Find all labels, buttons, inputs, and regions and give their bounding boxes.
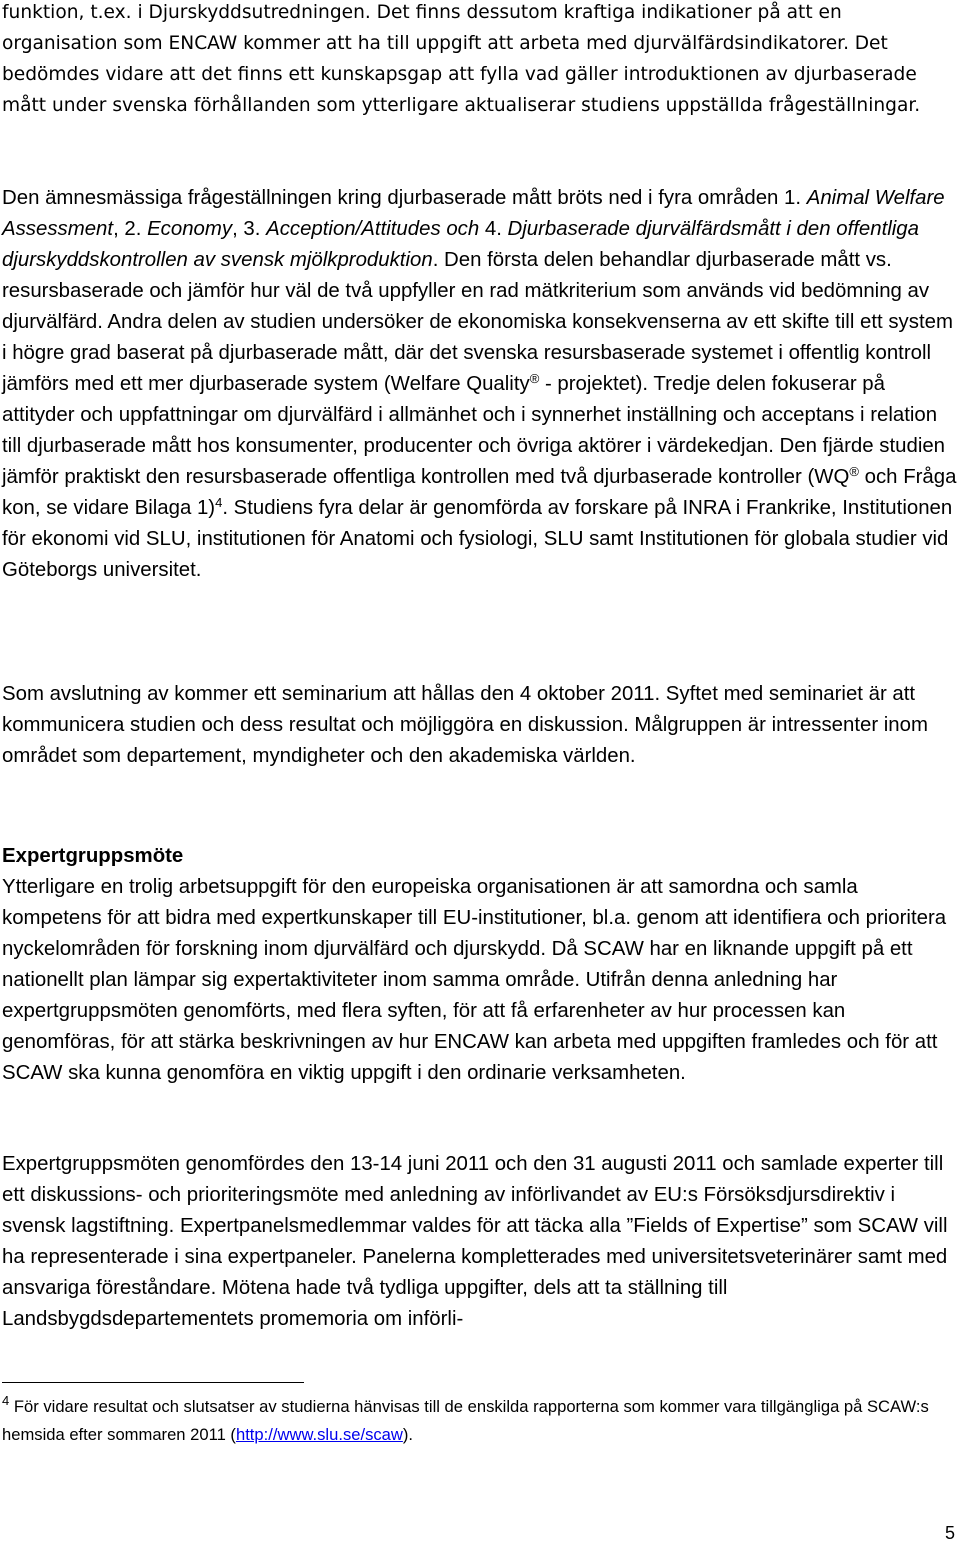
footnote-number: 4 [2, 1393, 10, 1408]
areas-body: . Den första delen behandlar djurbaserade mått vs. resursbaserade och jämför hur väl de två uppfyller en rad mätkriterium som används vid bedömning av djurvälfärd. Andra delen av studien undersöker de ekonomiska konsekvenserna av ett skifte till ett system i högre grad baserat på djurbaserade mått, där det svenska resursbaserade systemet i offentlig kontroll jämförs med ett mer djurbaserade system (Welfare Quality [2, 249, 953, 395]
footnote-text: För vidare resultat och slutsatser av studierna hänvisas till de enskilda rapporterna som kommer vara tillgängliga på SCAW:s hemsida efter sommaren 2011 ( [2, 1397, 929, 1444]
areas-sep-2: , 3. [232, 218, 267, 240]
seminar-paragraph: Som avslutning av kommer ett seminarium att hållas den 4 oktober 2011. Syftet med seminariet är att kommunicera studien och dess resultat och möjliggöra en diskussion. Målgruppen är intressenter inom området som departement, myndigheter och den akademiska världen. [2, 683, 928, 767]
section-body: Ytterligare en trolig arbetsuppgift för den europeiska organisationen är att samordna och samla kompetens för att bidra med expertkunskaper till EU-institutioner, bl.a. genom att identifiera och prioritera nyckelområden för forskning inom djurvälfärd och djurskydd. Då SCAW har en liknande uppgift på ett nationellt plan lämpar sig expertaktiviteter inom samma område. Utifrån denna anledning har expertgruppsmöten genomförts, med flera syften, för att få erfarenheter av hur processen kan genomföras, för att stärka beskrivningen av hur ENCAW kan arbeta med uppgiften framledes och för att SCAW ska kunna genomföra en viktig uppgift i den ordinarie verksamheten. [2, 876, 947, 1084]
intro-first-line: funktion, t.ex. i Djurskyddsutredningen. Det finns dessutom kraftiga indikationer på att en organisation som ENCAW kommer att ha till uppgift att arbeta med djurvälfärdsindikatorer. [2, 2, 850, 54]
footnote [2, 1393, 958, 1449]
areas-body-2: - projektet). Tredje delen fokuserar på attityder och uppfattningar om djurvälfärd i allmänhet och i synnerhet inställning och acceptans i relation till djurbaserade mått hos konsumenter, producenter och övriga aktörer i värdekedjan. Den fjärde studien jämför praktiskt den resursbaserade offentliga kontrollen med två djurbaserade kontroller (WQ [2, 373, 946, 488]
footnote-divider [2, 1382, 304, 1383]
registered-mark: ® [849, 464, 859, 479]
areas-tail: . Studiens fyra delar är genomförda av forskare på INRA i Frankrike, Institutionen för ekonomi vid SLU, institutionen för Anatomi och fysiologi, SLU samt Institutionen för globala studier vid Göteborgs universitet. [2, 497, 953, 581]
area-acception: Acception/Attitudes och [266, 218, 480, 240]
registered-mark: ® [529, 371, 540, 386]
scaw-link[interactable]: http://www.slu.se/scaw [235, 1425, 403, 1444]
area-animal-welfare: Animal Welfare Assessment [2, 187, 945, 240]
areas-sep-3: 4. [479, 218, 508, 240]
page-number: 5 [944, 1523, 955, 1543]
meetings-paragraph: Expertgruppsmöten genomfördes den 13-14 juni 2011 och den 31 augusti 2011 och samlade experter till ett diskussions- och prioriteringsmöte med anledning av införlivandet av EU:s Försöksdjursdirektiv i svensk lagstiftning. Expertpanelsmedlemmar valdes för att täcka alla ”Fields of Expertise” som SCAW vill ha representerade i sina expertpaneler. Panelerna kompletterades med universitetsveterinärer samt med ansvariga föreståndare. Mötena hade två tydliga uppgifter, dels att ta ställning till Landsbygdsdepartementets promemoria om införli- [2, 1153, 948, 1330]
footnote-close: ). [402, 1425, 414, 1444]
section-heading: Expertgruppsmöte [2, 845, 184, 867]
intro-rest: Det bedömdes vidare att det finns ett kunskapsgap att fylla vad gäller introduktionen av djurbaserade mått under svenska förhållanden som ytterligare aktualiserar studiens uppställda frågeställningar. [2, 33, 921, 116]
areas-body-3: och Fråga kon, se vidare Bilaga 1) [2, 466, 957, 519]
expert-section [2, 841, 958, 1089]
footnote-reference[interactable]: 4 [215, 495, 223, 510]
study-areas-paragraph [2, 183, 958, 586]
intro-paragraph [2, 0, 958, 121]
areas-sep-1: , 2. [113, 218, 148, 240]
areas-lead: Den ämnesmässiga frågeställningen kring djurbaserade mått bröts ned i fyra områden 1. [2, 187, 807, 209]
area-djurbaserade: Djurbaserade djurvälfärdsmått i den offentliga djurskyddskontrollen av svensk mjölkproduktion [2, 218, 919, 271]
area-economy: Economy [147, 218, 233, 240]
